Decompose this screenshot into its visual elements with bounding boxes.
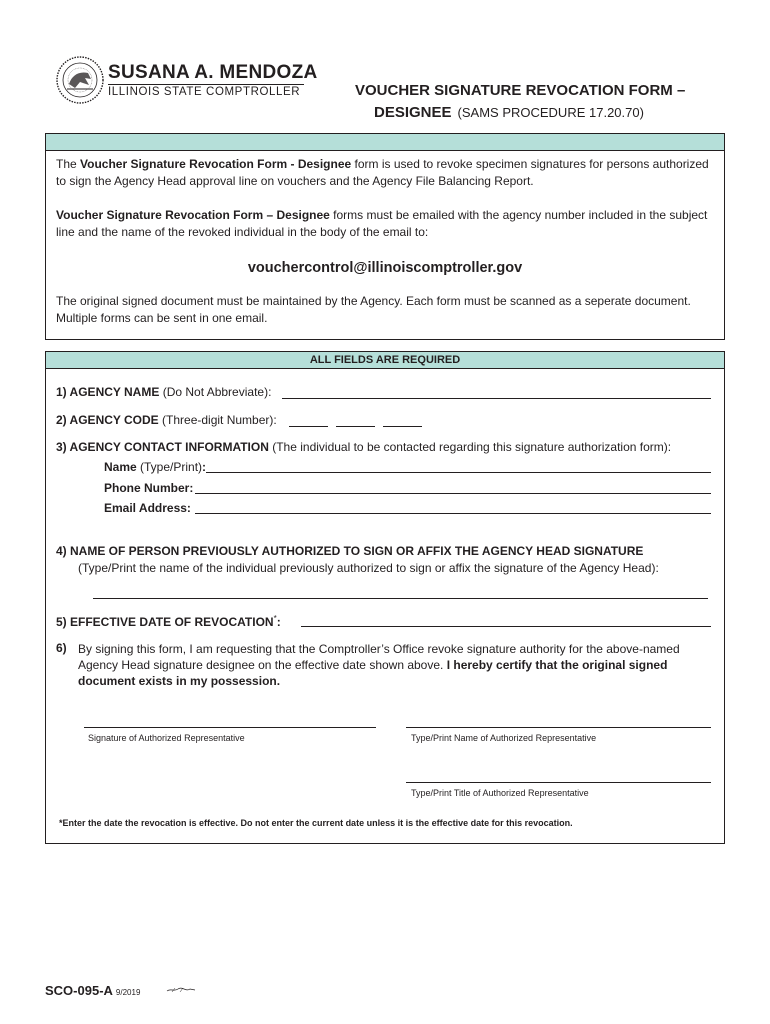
effective-date-label (56, 614, 281, 629)
form-code-text: SCO-095-A (45, 983, 113, 998)
intro-p1-pre: The (56, 157, 81, 171)
effective-date-field[interactable] (301, 626, 711, 627)
intro-p1-post: form is used to revoke specimen signatures for persons authorized to sign the Agency Head approval line on vouchers and the Agency File Balancing Report. (56, 157, 709, 188)
agency-name-field[interactable] (282, 398, 711, 399)
form-revision-date: 9/2019 (115, 988, 141, 997)
form-title-line1: VOUCHER SIGNATURE REVOCATION FORM – (355, 82, 686, 99)
form-code (45, 983, 140, 998)
submission-email-address: vouchercontrol@illinoiscomptroller.gov (247, 260, 523, 276)
previous-signer-instructions: (Type/Print the name of the individual previously authorized to sign or affix the signature of the Agency Head): (78, 561, 659, 575)
agency-code-label (56, 413, 277, 427)
contact-name-field[interactable] (206, 472, 711, 473)
intro-paragraph-1 (56, 156, 716, 190)
certification-text: By signing this form, I am requesting that the Comptroller’s Office revoke signature authority for the above-named Agency Head signature designee on the effective date shown above. (78, 642, 680, 672)
signature-caption: Signature of Authorized Representative (88, 733, 245, 743)
intro-p2-bold: Voucher Signature Revocation Form – Designee (56, 208, 330, 222)
agency-code-field-3[interactable] (383, 426, 422, 427)
previous-signer-label-bold: 4) NAME OF PERSON PREVIOUSLY AUTHORIZED TO SIGN OR AFFIX THE AGENCY HEAD SIGNATURE (56, 544, 644, 558)
contact-phone-label (104, 481, 193, 495)
agency-code-label-bold: 2) AGENCY CODE (56, 413, 159, 427)
representative-title-caption: Type/Print Title of Authorized Representative (411, 788, 589, 798)
contact-name-label (104, 460, 206, 474)
contact-name-label-bold: Name (104, 460, 137, 474)
effective-date-label-colon: : (276, 615, 281, 629)
agency-name-label (56, 385, 271, 399)
certification-statement (78, 641, 716, 689)
intro-paragraph-3: The original signed document must be maintained by the Agency. Each form must be scanned as a seperate document. Multiple forms can be sent in one email. (56, 294, 691, 325)
certification-number-text: 6) (56, 641, 67, 655)
print-mark-icon (166, 986, 196, 994)
intro-paragraph-2 (56, 207, 716, 241)
form-box (45, 351, 725, 844)
effective-date-label-bold: 5) EFFECTIVE DATE OF REVOCATION (56, 615, 274, 629)
signature-line[interactable] (84, 727, 376, 728)
agency-code-field-2[interactable] (336, 426, 375, 427)
contact-email-field[interactable] (195, 513, 711, 514)
contact-name-label-colon: : (202, 460, 207, 474)
agency-code-field-1[interactable] (289, 426, 328, 427)
contact-email-label (104, 501, 191, 515)
required-fields-band: ALL FIELDS ARE REQUIRED (46, 352, 724, 369)
brand-subtitle: ILLINOIS STATE COMPTROLLER (108, 86, 301, 98)
agency-contact-label-rest: (The individual to be contacted regarding this signature authorization form): (268, 440, 672, 454)
representative-name-line[interactable] (406, 727, 711, 728)
agency-name-label-bold: 1) AGENCY NAME (56, 385, 160, 399)
previous-signer-field[interactable] (93, 598, 708, 599)
representative-title-line[interactable] (406, 782, 711, 783)
agency-name-label-rest: (Do Not Abbreviate): (159, 385, 272, 399)
contact-email-label-text: Email Address: (104, 501, 191, 515)
contact-phone-label-text: Phone Number: (104, 481, 194, 495)
form-title-line2 (374, 104, 644, 121)
agency-contact-label-bold: 3) AGENCY CONTACT INFORMATION (56, 440, 269, 454)
certification-bold: I hereby certify that the original signed document exists in my possession. (78, 658, 668, 688)
contact-phone-field[interactable] (195, 493, 711, 494)
intro-band (46, 134, 724, 151)
procedure-reference: (SAMS PROCEDURE 17.20.70) (457, 105, 644, 120)
effective-date-asterisk: * (273, 614, 277, 623)
representative-name-caption: Type/Print Name of Authorized Representative (411, 733, 597, 743)
agency-contact-label (56, 440, 671, 454)
intro-p2-post: forms must be emailed with the agency number included in the subject line and the name of the revoked individual in the body of the email to: (56, 208, 708, 239)
contact-name-label-rest: (Type/Print) (136, 460, 203, 474)
agency-code-label-rest: (Three-digit Number): (158, 413, 277, 427)
effective-date-footnote: *Enter the date the revocation is effective. Do not enter the current date unless it is the effective date for this revocation. (59, 818, 573, 828)
brand-name: SUSANA A. MENDOZA (108, 62, 318, 83)
certification-number (56, 641, 67, 655)
form-title-designee: DESIGNEE (374, 104, 452, 121)
illinois-seal-icon (55, 55, 105, 105)
intro-box (45, 133, 725, 340)
previous-signer-label (56, 544, 643, 558)
intro-p1-bold: Voucher Signature Revocation Form - Designee (80, 157, 352, 171)
brand-rule (108, 84, 304, 85)
